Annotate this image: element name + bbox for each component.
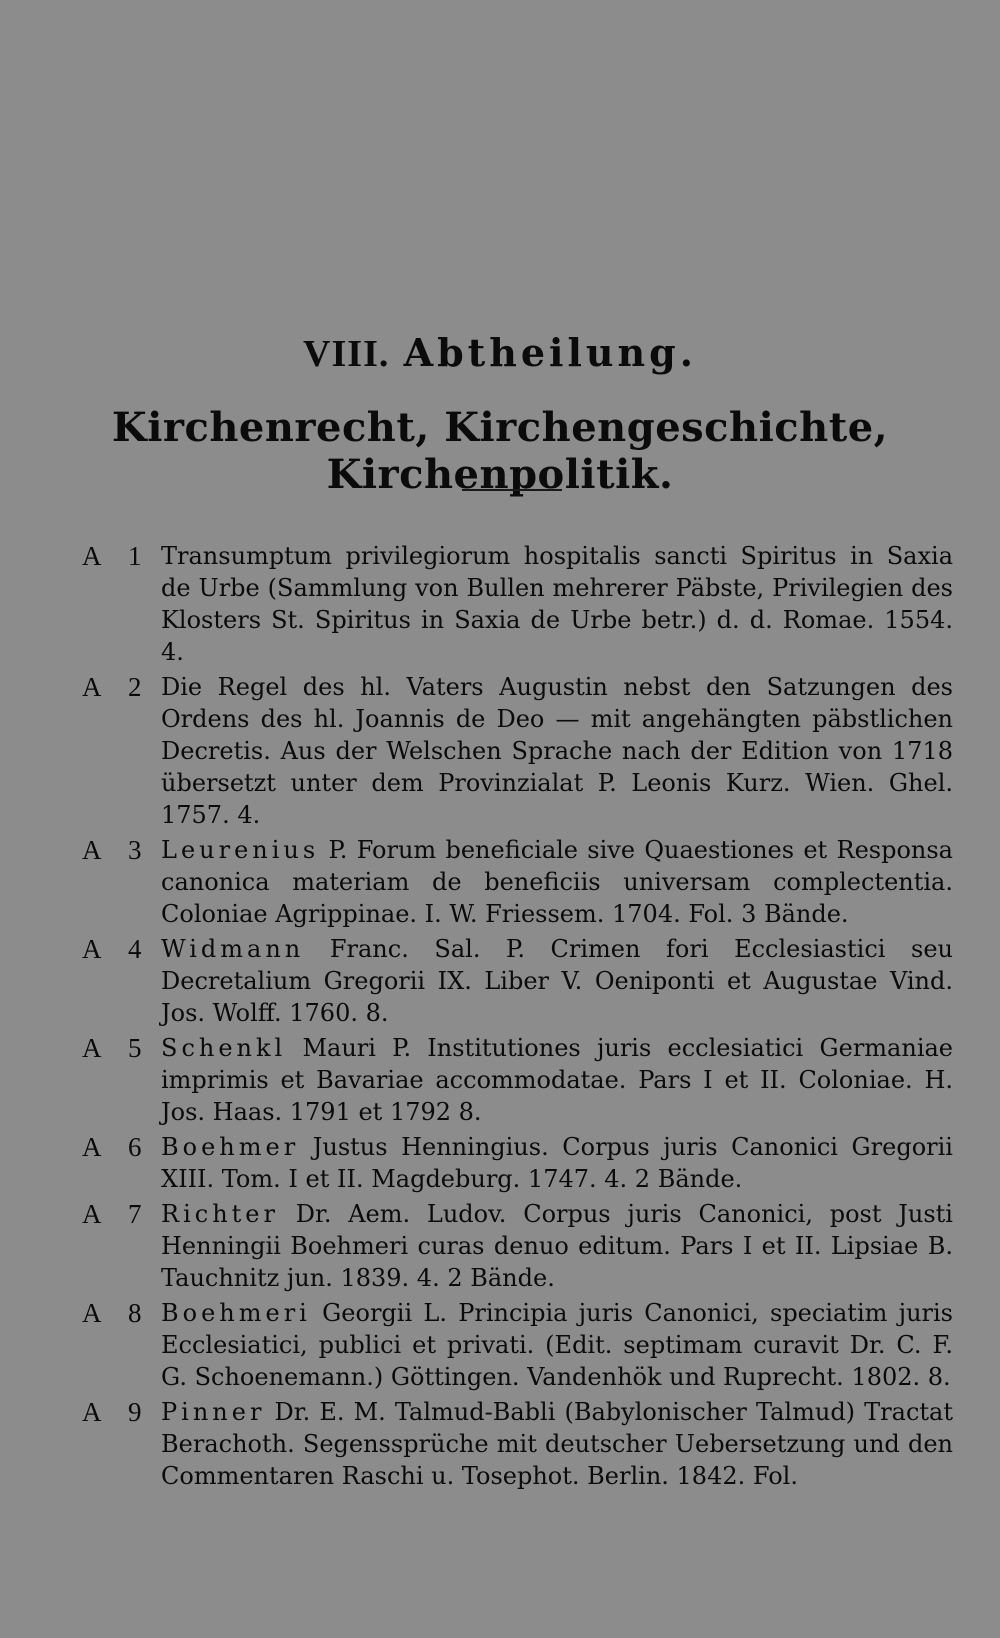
entry-author: Widmann (161, 935, 305, 963)
catalog-entry (0, 540, 1000, 668)
entry-number: 2 (128, 672, 142, 702)
entry-number: 5 (128, 1033, 142, 1063)
entry-number: 3 (128, 835, 142, 865)
entry-prefix: A (82, 934, 102, 964)
entry-text-block (161, 1032, 953, 1128)
entry-text-block (161, 834, 953, 930)
entry-prefix: A (82, 1298, 102, 1328)
entry-author: Boehmer (161, 1133, 300, 1161)
entry-text: Justus Henningius. Corpus juris Canonici Gregorii XIII. Tom. I et II. Magdeburg. 1747. 4. 2 Bände. (161, 1133, 953, 1193)
entry-list (0, 540, 1000, 1495)
entry-number: 6 (128, 1132, 142, 1162)
entry-author: Leurenius (161, 836, 320, 864)
catalog-entry (0, 1131, 1000, 1195)
catalog-entry (0, 1396, 1000, 1492)
entry-prefix: A (82, 541, 102, 571)
entry-text-block (161, 1297, 953, 1393)
entry-text-block (161, 540, 953, 668)
entry-text-block (161, 1396, 953, 1492)
entry-text-block (161, 1131, 953, 1195)
entry-prefix: A (82, 1132, 102, 1162)
entry-number: 7 (128, 1199, 142, 1229)
entry-prefix: A (82, 1199, 102, 1229)
entry-text: Dr. Aem. Ludov. Corpus juris Canonici, post Justi Henningii Boehmeri curas denuo editum. Pars I et II. Lipsiae B. Tauchnitz jun. 1839. 4. 2 Bände. (161, 1200, 953, 1292)
catalog-entry (0, 1297, 1000, 1393)
entry-author: Schenkl (161, 1034, 287, 1062)
entry-text: Transumptum privilegiorum hospitalis sancti Spiritus in Saxia de Urbe (Sammlung von Bullen mehrerer Päbste, Privilegien des Klosters St. Spiritus in Saxia de Urbe betr.) d. d. Romae. 1554. 4. (161, 542, 953, 666)
section-number: VIII. (303, 333, 390, 375)
entry-text: Dr. E. M. Talmud-Babli (Babylonischer Talmud) Tractat Berachoth. Segenssprüche mit deutscher Uebersetzung und den Commentaren Raschi u. Tosephot. Berlin. 1842. Fol. (161, 1398, 953, 1490)
entry-number: 9 (128, 1397, 142, 1427)
entry-text-block (161, 933, 953, 1029)
entry-prefix: A (82, 1397, 102, 1427)
entry-text: Mauri P. Institutiones juris ecclesiatici Germaniae imprimis et Bavariae accommodatae. Pars I et II. Coloniae. H. Jos. Haas. 1791 et 1792 8. (161, 1034, 954, 1126)
entry-text: Die Regel des hl. Vaters Augustin nebst den Satzungen des Ordens des hl. Joannis de Deo — mit angehängten päbstlichen Decretis. Aus der Welschen Sprache nach der Edition von 1718 übersetzt unter dem Provinzialat P. Leonis Kurz. Wien. Ghel. 1757. 4. (161, 673, 953, 829)
entry-author: Boehmeri (161, 1299, 311, 1327)
entry-number: 4 (128, 934, 142, 964)
catalog-entry (0, 671, 1000, 831)
entry-text-block (161, 671, 953, 831)
catalog-entry (0, 1198, 1000, 1294)
entry-number: 8 (128, 1298, 142, 1328)
section-heading (0, 330, 1000, 376)
catalog-entry (0, 834, 1000, 930)
entry-text: Georgii L. Principia juris Canonici, speciatim juris Ecclesiatici, publici et privati. (Edit. septimam curavit Dr. C. F. G. Schoenemann.) Göttingen. Vandenhök und Ruprecht. 1802. 8. (161, 1299, 954, 1391)
entry-text: P. Forum beneficiale sive Quaestiones et Responsa canonica materiam de beneficiis universam complectentia. Coloniae Agrippinae. I. W. Friessem. 1704. Fol. 3 Bände. (161, 836, 953, 928)
entry-text-block (161, 1198, 953, 1294)
entry-number: 1 (128, 541, 142, 571)
entry-author: Pinner (161, 1398, 266, 1426)
entry-prefix: A (82, 835, 102, 865)
catalog-entry (0, 1032, 1000, 1128)
catalog-entry (0, 933, 1000, 1029)
entry-text: Franc. Sal. P. Crimen fori Ecclesiastici seu Decretalium Gregorii IX. Liber V. Oeniponti et Augustae Vind. Jos. Wolff. 1760. 8. (161, 935, 953, 1027)
section-title: Kirchenrecht, Kirchengeschichte, Kirchenpolitik. (111, 404, 889, 498)
entry-prefix: A (82, 672, 102, 702)
entry-author: Richter (161, 1200, 279, 1228)
divider-rule (462, 489, 562, 491)
entry-prefix: A (82, 1033, 102, 1063)
section-word: Abtheilung. (403, 330, 697, 375)
